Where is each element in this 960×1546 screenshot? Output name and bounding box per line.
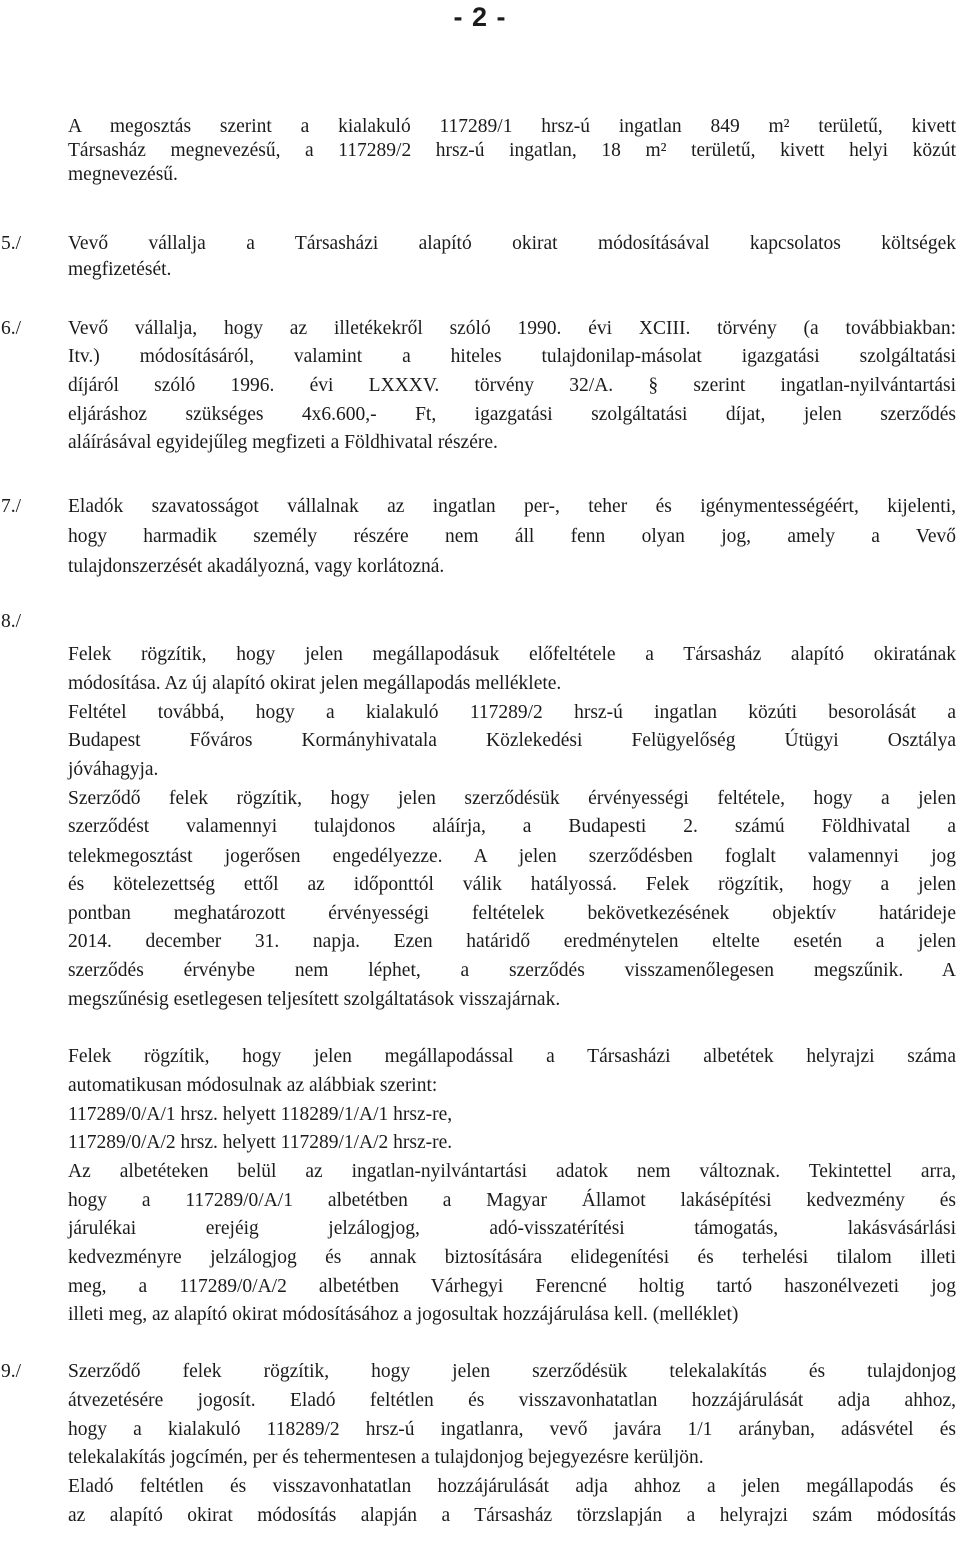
section-7-line: Eladók szavatosságot vállalnak az ingatlan per-, teher és igénymentességéért, kijelenti,: [68, 496, 956, 517]
page-number: - 2 -: [453, 2, 507, 32]
section-8-line: pontban meghatározott érvényességi feltételek bekövetkezésének objektív határideje: [68, 903, 956, 924]
section-6-line: díjáról szóló 1996. évi LXXXV. törvény 32/A. § szerint ingatlan-nyilvántartási: [68, 375, 956, 396]
section-8-line: Budapest Főváros Kormányhivatala Közlekedési Felügyelőség Útügyi Osztálya: [68, 730, 956, 751]
section-8-line: Az albetéteken belül az ingatlan-nyilvántartási adatok nem változnak. Tekintettel arra,: [68, 1161, 956, 1182]
section-8-line: szerződést valamennyi tulajdonos aláírja, a Budapesti 2. számú Földhivatal a: [68, 816, 956, 837]
section-8-line: módosítása. Az új alapító okirat jelen megállapodás melléklete.: [68, 673, 562, 694]
section-8-line: 2014. december 31. napja. Ezen határidő eredménytelen eltelte esetén a jelen: [68, 931, 956, 952]
section-8-line: Szerződő felek rögzítik, hogy jelen szerződésük érvényességi feltétele, hogy a jelen: [68, 788, 956, 809]
intro-line: A megosztás szerint a kialakuló 117289/1 hrsz-ú ingatlan 849 m² területű, kivett: [68, 116, 956, 137]
section-number-8: 8./: [1, 611, 22, 632]
section-8-line: és kötelezettség ettől az időponttól válik hatályossá. Felek rögzítik, hogy a jelen: [68, 874, 956, 895]
section-9-line: átvezetésére jogosít. Eladó feltétlen és visszavonhatatlan hozzájárulását adja ahhoz,: [68, 1390, 956, 1411]
section-6-line: aláírásával egyidejűleg megfizeti a Földhivatal részére.: [68, 432, 498, 453]
section-8-line: Felek rögzítik, hogy jelen megállapodásuk előfeltétele a Társasház alapító okiratának: [68, 644, 956, 665]
section-9-line: Eladó feltétlen és visszavonhatatlan hozzájárulását adja ahhoz a jelen megállapodás és: [68, 1476, 956, 1497]
section-8-line: szerződés érvénybe nem léphet, a szerződés visszamenőlegesen megszűnik. A: [68, 960, 956, 981]
section-8-line: kedvezményre jelzálogjog és annak biztosítására elidegenítési és terhelési tilalom illeti: [68, 1247, 956, 1268]
section-8-line: 117289/0/A/2 hrsz. helyett 117289/1/A/2 hrsz-re.: [68, 1132, 453, 1153]
section-8-line: járulékai erejéig jelzálogjog, adó-visszatérítési támogatás, lakásvásárlási: [68, 1218, 956, 1239]
section-8-line: hogy a 117289/0/A/1 albetétben a Magyar Államot lakásépítési kedvezmény és: [68, 1190, 956, 1211]
section-9-line: Szerződő felek rögzítik, hogy jelen szerződésük telekalakítás és tulajdonjog: [68, 1361, 956, 1382]
section-8-line: meg, a 117289/0/A/2 albetétben Várhegyi Ferencné holtig tartó haszonélvezeti jog: [68, 1276, 956, 1297]
intro-line: Társasház megnevezésű, a 117289/2 hrsz-ú ingatlan, 18 m² területű, kivett helyi közút: [68, 140, 956, 161]
section-number-7: 7./: [1, 496, 22, 517]
section-8-line: illeti meg, az alapító okirat módosításához a jogosultak hozzájárulása kell. (melléklet): [68, 1304, 739, 1325]
section-9-line: az alapító okirat módosítás alapján a Társasház törzslapján a helyrajzi szám módosítás: [68, 1505, 956, 1526]
section-5-line: Vevő vállalja a Társasházi alapító okirat módosításával kapcsolatos költségek: [68, 233, 956, 254]
section-8-line: telekmegosztást jogerősen engedélyezze. A jelen szerződésben foglalt valamennyi jog: [68, 846, 956, 867]
section-8-line: megszűnésig esetlegesen teljesített szolgáltatások visszajárnak.: [68, 989, 561, 1010]
section-6-line: eljáráshoz szükséges 4x6.600,- Ft, igazgatási szolgáltatási díjat, jelen szerződés: [68, 404, 956, 425]
section-number-6: 6./: [1, 318, 22, 339]
section-6-line: Itv.) módosításáról, valamint a hiteles tulajdonilap-másolat igazgatási szolgáltatási: [68, 346, 956, 367]
section-7-line: hogy harmadik személy részére nem áll fenn olyan jog, amely a Vevő: [68, 526, 956, 547]
section-5-line: megfizetését.: [68, 259, 172, 280]
section-7-line: tulajdonszerzését akadályozná, vagy korlátozná.: [68, 556, 445, 577]
section-8-line: Felek rögzítik, hogy jelen megállapodással a Társasházi albetétek helyrajzi száma: [68, 1046, 956, 1067]
intro-line: megnevezésű.: [68, 164, 178, 185]
section-6-line: Vevő vállalja, hogy az illetékekről szóló 1990. évi XCIII. törvény (a továbbiakban:: [68, 318, 956, 339]
section-9-line: hogy a kialakuló 118289/2 hrsz-ú ingatlanra, vevő javára 1/1 arányban, adásvétel és: [68, 1419, 956, 1440]
section-number-9: 9./: [1, 1361, 22, 1382]
section-8-line: 117289/0/A/1 hrsz. helyett 118289/1/A/1 hrsz-re,: [68, 1104, 453, 1125]
section-8-line: Feltétel továbbá, hogy a kialakuló 117289/2 hrsz-ú ingatlan közúti besorolását a: [68, 702, 956, 723]
section-9-line: telekalakítás jogcímén, per és tehermentesen a tulajdonjog bejegyezésre kerüljön.: [68, 1447, 704, 1468]
section-number-5: 5./: [1, 233, 22, 254]
section-8-line: jóváhagyja.: [68, 759, 159, 780]
section-8-line: automatikusan módosulnak az alábbiak szerint:: [68, 1075, 438, 1096]
